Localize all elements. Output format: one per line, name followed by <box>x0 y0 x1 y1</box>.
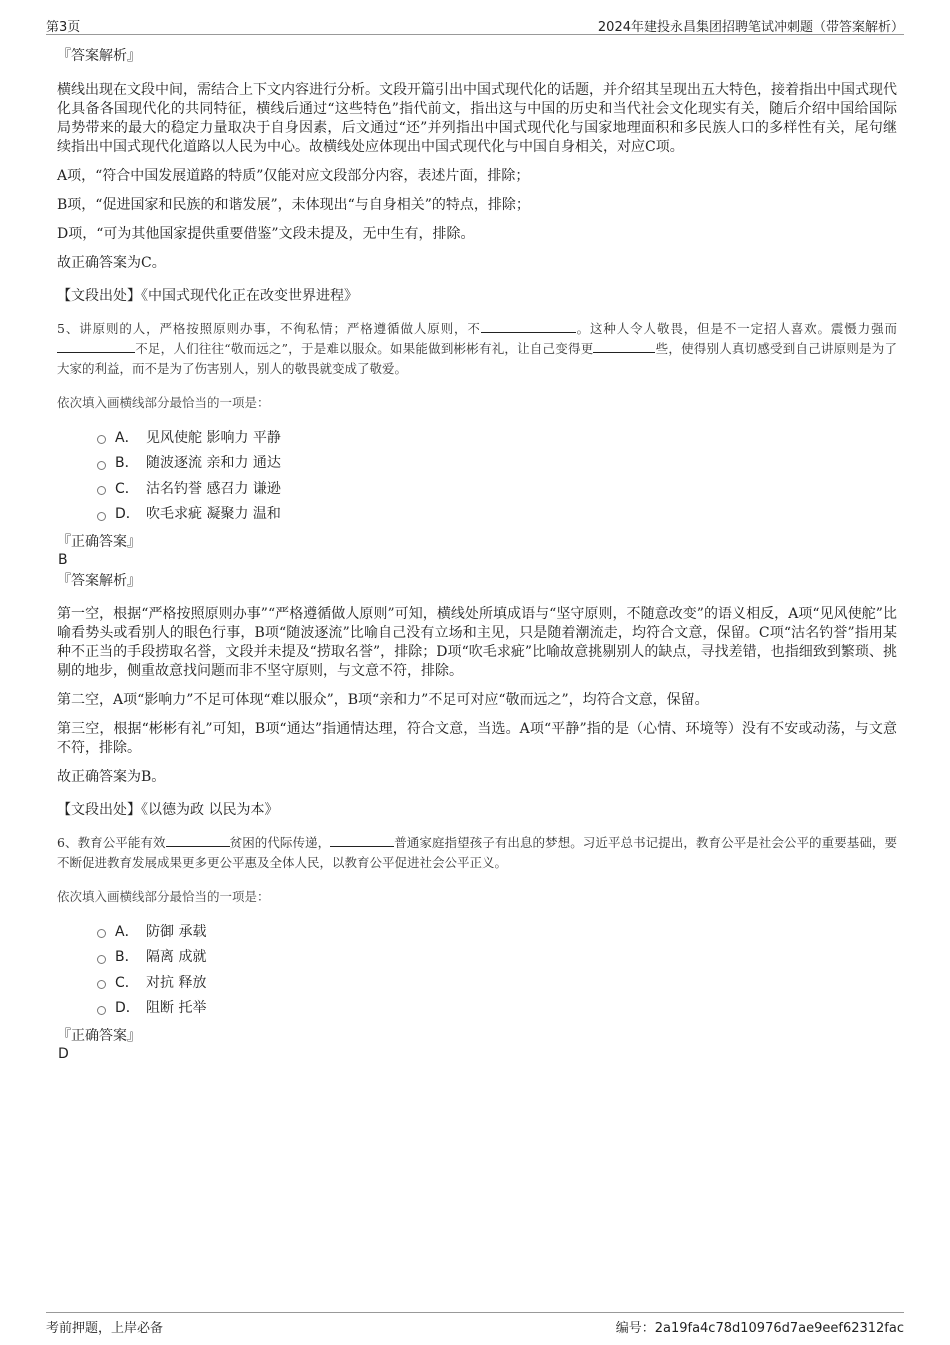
option-text: 随波逐流 亲和力 通达 <box>146 455 281 472</box>
radio-icon[interactable] <box>97 955 106 964</box>
question-5-options <box>97 424 897 526</box>
stem-text: 些，使得别人真切感受到自己讲原则是为了大家的利益，而不是为了伤害别人，别人的敬畏就变成了敬爱。 <box>57 341 897 376</box>
option-d[interactable] <box>97 995 897 1021</box>
option-text: 沽名钓誉 感召力 谦逊 <box>146 480 281 497</box>
option-text: 防御 承载 <box>146 923 207 940</box>
page-number: 第3页 <box>46 20 81 35</box>
option-letter: C． <box>115 974 139 991</box>
radio-icon[interactable] <box>97 461 106 470</box>
option-letter: D． <box>115 506 140 523</box>
option-a[interactable] <box>97 918 897 944</box>
option-letter: B． <box>115 455 139 472</box>
radio-icon[interactable] <box>97 1006 106 1015</box>
analysis-blank-1: 第一空，根据“严格按照原则办事”“严格遵循做人原则”可知，横线处所填成语与“坚守原则，不随意改变”的语义相反，A项“见风使舵”比喻看势头或看别人的眼色行事，B项“随波逐流”比喻自己没有立场和主见，只是随着潮流走，均符合文意，保留。C项“沽名钓誉”指用某种不正当的手段捞取名誉，文段并未提及“捞取名誉”，排除；D项“吹毛求疵”比喻故意挑剔别人的缺点，寻找差错，也指细致到繁琐、挑剔的地步，侧重故意找问题而非不坚守原则，与文意不符，排除。 <box>57 606 897 679</box>
analysis-tag: 『答案解析』 <box>57 48 141 64</box>
option-letter: C． <box>115 480 139 497</box>
question-6-stem <box>57 833 897 873</box>
option-text: 对抗 释放 <box>146 974 207 991</box>
analysis-blank-3: 第三空，根据“彬彬有礼”可知，B项“通达”指通情达理，符合文意，当选。A项“平静”指的是（心情、环境等）没有不安或动荡，与文意不符，排除。 <box>57 721 897 756</box>
option-text: 隔离 成就 <box>146 949 207 966</box>
radio-icon[interactable] <box>97 929 106 938</box>
correct-answer: D <box>58 1046 69 1062</box>
radio-icon[interactable] <box>97 980 106 989</box>
option-b[interactable] <box>97 450 897 476</box>
correct-answer: B <box>58 552 68 568</box>
radio-icon[interactable] <box>97 512 106 521</box>
correct-answer-conclusion: 故正确答案为C。 <box>57 255 166 271</box>
footer-slogan: 考前押题，上岸必备 <box>46 1321 164 1336</box>
fill-blank <box>166 834 230 847</box>
stem-text: 普通家庭指望孩子有出息的梦想。习近平总书记提出，教育公平是社会公平的重要基础，要不断促进教育发展成果更多更公平惠及全体人民，以教育公平促进社会公平正义。 <box>57 835 897 870</box>
analysis-option-a: A项，“符合中国发展道路的特质”仅能对应文段部分内容，表述片面，排除； <box>57 168 530 184</box>
analysis-paragraph: 横线出现在文段中间，需结合上下文内容进行分析。文段开篇引出中国式现代化的话题，并介绍其呈现出五大特色，接着指出中国式现代化具备各国现代化的共同特征，横线后通过“这些特色”指代前文，指出这与中国的历史和当代社会文化现实有关，随后介绍中国给国际局势带来的最大的稳定力量取决于自身因素，后文通过“还”并列指出中国式现代化与国家地理面积和多民族人口的多样性有关，尾句继续指出中国式现代化道路以人民为中心。故横线处应体现出中国式现代化与中国自身相关，对应C项。 <box>57 82 897 155</box>
option-text: 见风使舵 影响力 平静 <box>146 429 281 446</box>
document-title: 2024年建投永昌集团招聘笔试冲刺题（带答案解析） <box>597 20 904 35</box>
correct-answer-tag: 『正确答案』 <box>57 1028 141 1044</box>
fill-blank <box>481 320 576 333</box>
stem-text: 。这种人令人敬畏，但是不一定招人喜欢。震慑力强而 <box>575 321 897 336</box>
question-6-prompt: 依次填入画横线部分最恰当的一项是： <box>57 889 270 904</box>
radio-icon[interactable] <box>97 435 106 444</box>
analysis-tag: 『答案解析』 <box>57 573 141 589</box>
passage-source: 【文段出处】《中国式现代化正在改变世界进程》 <box>57 288 358 304</box>
option-text: 阻断 托举 <box>146 1000 207 1017</box>
analysis-blank-2: 第二空，A项“影响力”不足可体现“难以服众”，B项“亲和力”不足可对应“敬而远之”，均符合文意，保留。 <box>57 692 709 708</box>
passage-source: 【文段出处】《以德为政 以民为本》 <box>57 802 279 818</box>
option-letter: A． <box>115 429 139 446</box>
stem-text: 6、教育公平能有效 <box>57 835 166 850</box>
correct-answer-tag: 『正确答案』 <box>57 534 141 550</box>
stem-text: 不足，人们往往“敬而远之”，于是难以服众。如果能做到彬彬有礼，让自己变得更 <box>135 341 594 356</box>
option-letter: D． <box>115 1000 140 1017</box>
option-text: 吹毛求疵 凝聚力 温和 <box>146 506 281 523</box>
stem-text: 贫困的代际传递， <box>229 835 331 850</box>
document-body <box>57 46 897 1063</box>
correct-answer-conclusion: 故正确答案为B。 <box>57 769 166 785</box>
radio-icon[interactable] <box>97 486 106 495</box>
page-footer <box>46 1312 904 1335</box>
question-6-options <box>97 918 897 1020</box>
option-letter: B． <box>115 949 139 966</box>
stem-text: 5、讲原则的人，严格按照原则办事，不徇私情；严格遵循做人原则，不 <box>57 321 481 336</box>
fill-blank <box>57 340 135 353</box>
option-b[interactable] <box>97 944 897 970</box>
fill-blank <box>330 834 394 847</box>
fill-blank <box>593 340 655 353</box>
page-header <box>46 14 904 35</box>
analysis-option-b: B项，“促进国家和民族的和谐发展”，未体现出“与自身相关”的特点，排除； <box>57 197 530 213</box>
option-c[interactable] <box>97 969 897 995</box>
option-letter: A． <box>115 923 139 940</box>
analysis-option-d: D项，“可为其他国家提供重要借鉴”文段未提及，无中生有，排除。 <box>57 226 475 242</box>
document-code: 编号：2a19fa4c78d10976d7ae9eef62312fac <box>615 1321 904 1336</box>
option-d[interactable] <box>97 501 897 527</box>
question-5-prompt: 依次填入画横线部分最恰当的一项是： <box>57 395 270 410</box>
option-c[interactable] <box>97 475 897 501</box>
question-5-stem <box>57 319 897 379</box>
option-a[interactable] <box>97 424 897 450</box>
